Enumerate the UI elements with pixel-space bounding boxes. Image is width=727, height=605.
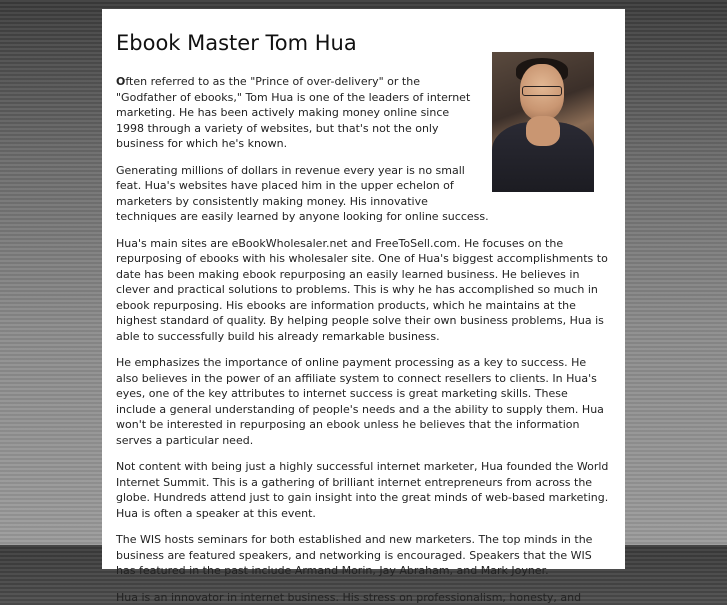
first-letter: O xyxy=(116,75,126,89)
paragraph-4: He emphasizes the importance of online payment processing as a key to success. He also believes in the power of an affiliate system to connect resellers to clients. In Hua's eyes, one of the key attributes to internet success is great marketing skills. These include a general understanding of people's needs and a the ability to supply them. Hua won't be interested in repurposing an ebook unless he believes that the information serves a particular need. xyxy=(116,356,604,447)
paragraph-7: Hua is an innovator in internet business. His stress on professionalism, honesty, and xyxy=(116,590,582,604)
paragraph-3: Hua's main sites are eBookWholesaler.net and FreeToSell.com. He focuses on the repurposing of ebooks with his wholesaler site. One of Hua's biggest accomplishments to date has been making ebook repurposing an easily learned business. He believes in clever and practical solutions to problems. This is why he has accomplished so much in ebook repurposing. His ebooks are information products, which he maintains at the highest standard of quality. By helping people solve their own business problems, Hua is able to successfully build his already remarkable business. xyxy=(116,236,608,343)
photo-hands xyxy=(526,116,560,146)
paragraph-1-text: ften referred to as the "Prince of over-delivery" or the "Godfather of ebooks," Tom Hua is one of the leaders of internet marketing. He has been actively making money online since 1998 through a variety of websites, but that's not the only business for which he's known. xyxy=(116,75,471,151)
paragraph-5: Not content with being just a highly successful internet marketer, Hua founded the World Internet Summit. This is a gathering of brilliant internet entrepreneurs from across the globe. Hundreds attend just to gain insight into the great minds of web-based marketing. Hua is often a speaker at this event. xyxy=(116,460,609,520)
paragraph-6: The WIS hosts seminars for both established and new marketers. The top minds in the business are featured speakers, and networking is encouraged. Speakers that the WIS has featured in the past include Armand Morin, Jay Abraham, and Mark Joyner. xyxy=(116,533,593,578)
article-page xyxy=(102,9,625,604)
page-title: Ebook Master Tom Hua xyxy=(116,31,357,55)
photo-glasses xyxy=(522,86,562,96)
paragraph-2: Generating millions of dollars in revenue every year is no small feat. Hua's websites have placed him in the upper echelon of marketers by consistently making money. His innovative techniques are easily learned by anyone looking for online success. xyxy=(116,163,489,224)
author-photo xyxy=(492,52,594,189)
